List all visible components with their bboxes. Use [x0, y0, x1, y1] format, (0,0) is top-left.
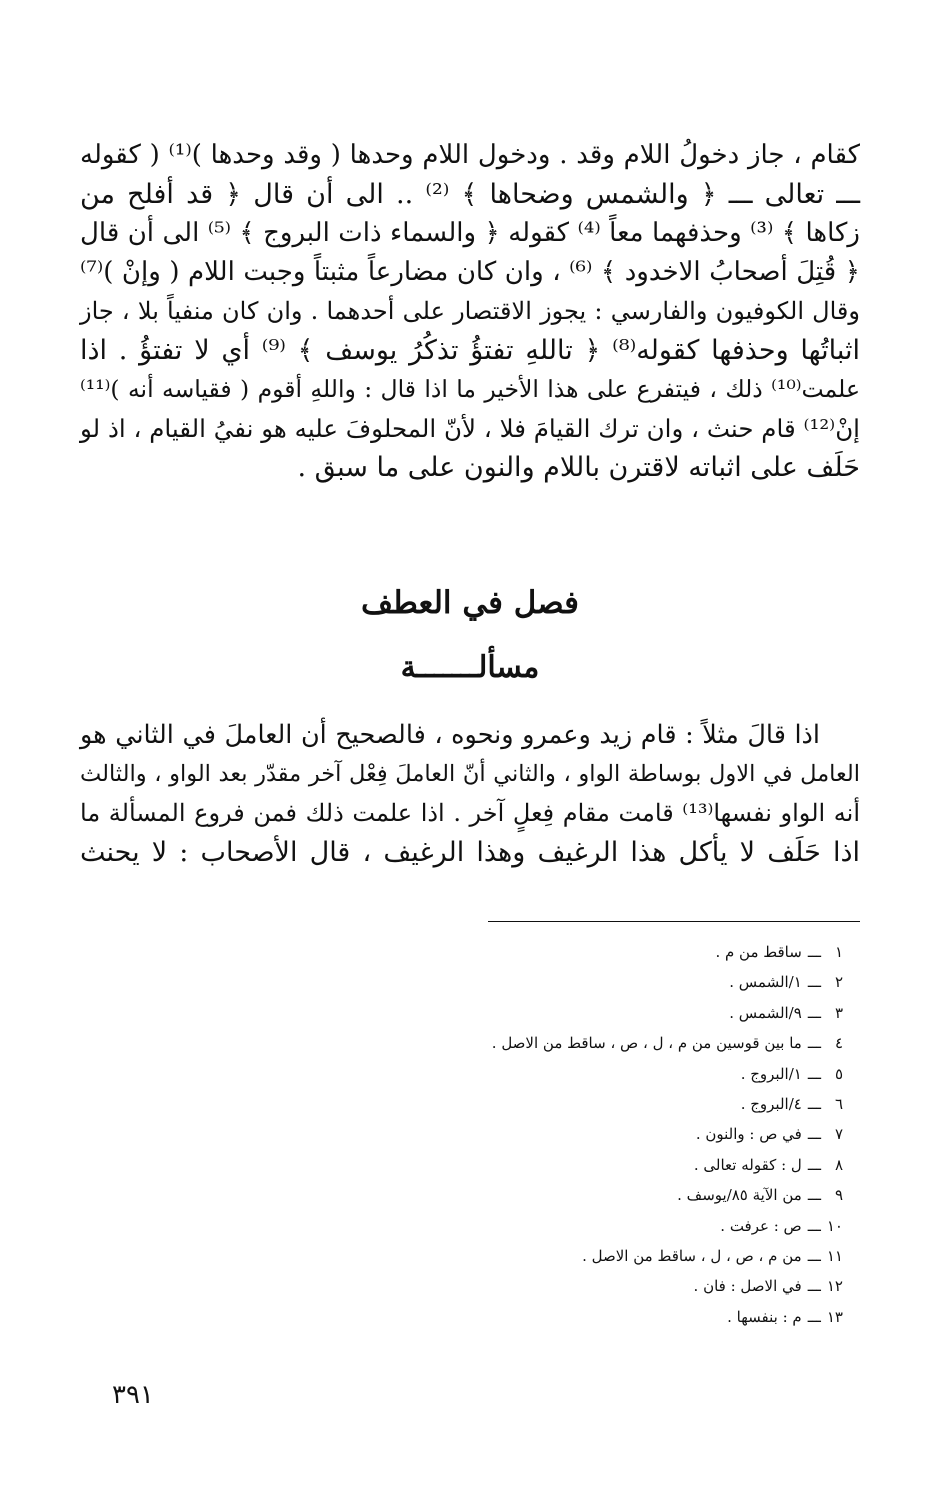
paragraph-1 — [80, 136, 860, 487]
footnote-number: ١٣ — [826, 1307, 843, 1326]
footnote-item — [383, 937, 843, 967]
footnote-number: ١٠ — [826, 1216, 843, 1235]
text-line: حَلَف على اثباته لاقترن باللام والنون على ما سبق . — [297, 452, 860, 483]
footnote-number: ١١ — [826, 1247, 843, 1266]
footnote-number: ٣ — [834, 1003, 843, 1022]
footnote-item — [383, 1271, 843, 1301]
footnote-item — [383, 1028, 843, 1058]
footnote-number: ١ — [834, 943, 843, 961]
text-line: العامل في الاول بوساطة الواو ، والثاني أنّ العاملَ فِعْل آخر مقدّر بعد الواو ، والثالث — [80, 761, 860, 787]
footnote-dash: ـــ — [807, 1216, 821, 1235]
footnote-item — [383, 1241, 843, 1271]
text-line: أنه الواو نفسها⁽¹³⁾ قامت مقام فِعلٍ آخر . اذا علمت ذلك فمن فروع المسألة ما — [80, 799, 861, 827]
footnote-number: ١٢ — [826, 1277, 843, 1296]
footnote-dash: ـــ — [807, 1064, 821, 1083]
footnote-dash: ـــ — [807, 1155, 821, 1174]
footnote-item — [383, 1150, 843, 1180]
footnote-number: ٩ — [834, 1186, 843, 1205]
footnote-dash: ـــ — [807, 1034, 821, 1053]
footnote-number: ٦ — [834, 1095, 843, 1114]
footnote-dash: ـــ — [807, 943, 821, 961]
text-line: اذا قالَ مثلاً : قام زيد وعمرو ونحوه ، فالصحيح أن العاملَ في الثاني هو — [80, 720, 820, 750]
footnote-text: ساقط من م . — [715, 943, 802, 961]
page-number: ٣٩١ — [112, 1380, 154, 1410]
footnote-dash: ـــ — [807, 1095, 821, 1114]
footnote-text: من الآية ٨٥/يوسف . — [677, 1186, 802, 1205]
section-heading: فصل في العطف — [361, 585, 579, 621]
text-line: إنْ⁽¹²⁾ قام حنث ، وان ترك القيامَ فلا ، لأنّ المحلوفَ عليه هو نفيُ القيام ، اذ لو — [80, 414, 860, 443]
footnote-text: ل : كقوله تعالى . — [693, 1155, 802, 1174]
footnote-text: ٩/الشمس . — [729, 1003, 802, 1022]
footnote-number: ٨ — [834, 1155, 843, 1174]
footnote-dash: ـــ — [807, 1247, 821, 1266]
footnote-number: ٤ — [834, 1034, 843, 1053]
footnote-item — [383, 1059, 843, 1089]
footnote-item — [383, 1119, 843, 1149]
footnote-text: في ص : والنون . — [695, 1125, 802, 1144]
subheading: مسألـــــــة — [400, 650, 540, 685]
footnote-item — [383, 967, 843, 997]
paragraph-2 — [80, 716, 860, 872]
footnote-dash: ـــ — [807, 973, 821, 992]
text-line: ﴿ قُتِلَ أصحابُ الاخدود ﴾ ⁽⁶⁾ ، وان كان مضارعاً مثبتاً وجبت اللام ( وإنْ )⁽⁷⁾ — [80, 257, 860, 287]
footnote-number: ٥ — [834, 1064, 843, 1083]
footnote-item — [383, 1180, 843, 1210]
footnote-number: ٢ — [834, 973, 843, 992]
footnotes-list — [383, 937, 843, 1332]
footnote-text: ١/البروج . — [740, 1064, 802, 1083]
footnote-text: ١/الشمس . — [729, 973, 802, 992]
footnote-number: ٧ — [834, 1125, 843, 1144]
text-line: وقال الكوفيون والفارسي : يجوز الاقتصار على أحدهما . وان كان منفياً بلا ، جاز — [80, 297, 860, 325]
footnote-item — [383, 998, 843, 1028]
footnote-item — [383, 1211, 843, 1241]
text-line: اثباتُها وحذفها كقوله⁽⁸⁾ ﴿ تاللهِ تفتؤُ تذكُرُ يوسف ﴾ ⁽⁹⁾ أي لا تفتؤُ . اذا — [80, 335, 860, 366]
footnote-item — [383, 1302, 843, 1332]
footnote-text: م : بنفسها . — [727, 1307, 802, 1326]
footnote-text: من م ، ص ، ل ، ساقط من الاصل . — [582, 1247, 802, 1266]
text-line: علمت⁽¹⁰⁾ ذلك ، فيتفرع على هذا الأخير ما اذا قال : واللهِ أقوم ( فقياسه أنه )⁽¹¹⁾ — [80, 375, 860, 403]
footnote-separator — [488, 921, 860, 922]
footnote-dash: ـــ — [807, 1307, 821, 1326]
footnote-item — [383, 1089, 843, 1119]
text-line: ـــ تعالى ـــ ﴿ والشمس وضحاها ﴾ ⁽²⁾ .. الى أن قال ﴿ قد أفلح من — [80, 179, 860, 210]
text-line: اذا حَلَف لا يأكل هذا الرغيف وهذا الرغيف ، قال الأصحاب : لا يحنث — [80, 837, 860, 868]
footnote-dash: ـــ — [807, 1003, 821, 1022]
footnote-dash: ـــ — [807, 1125, 821, 1144]
footnote-dash: ـــ — [807, 1277, 821, 1296]
text-line: كقام ، جاز دخولُ اللام وقد . ودخول اللام وحدها ( وقد وحدها )⁽¹⁾ ( كقوله — [80, 140, 860, 170]
footnote-text: في الاصل : فان . — [693, 1277, 802, 1296]
footnote-text: ما بين قوسين من م ، ل ، ص ، ساقط من الاصل . — [491, 1034, 802, 1053]
footnote-dash: ـــ — [807, 1186, 821, 1205]
footnote-text: ص : عرفت . — [720, 1216, 802, 1235]
text-line: زكاها ﴾ ⁽³⁾ وحذفهما معاً ⁽⁴⁾ كقوله ﴿ والسماء ذات البروج ﴾ ⁽⁵⁾ الى أن قال — [80, 218, 860, 248]
footnote-text: ٤/البروج . — [740, 1095, 802, 1114]
